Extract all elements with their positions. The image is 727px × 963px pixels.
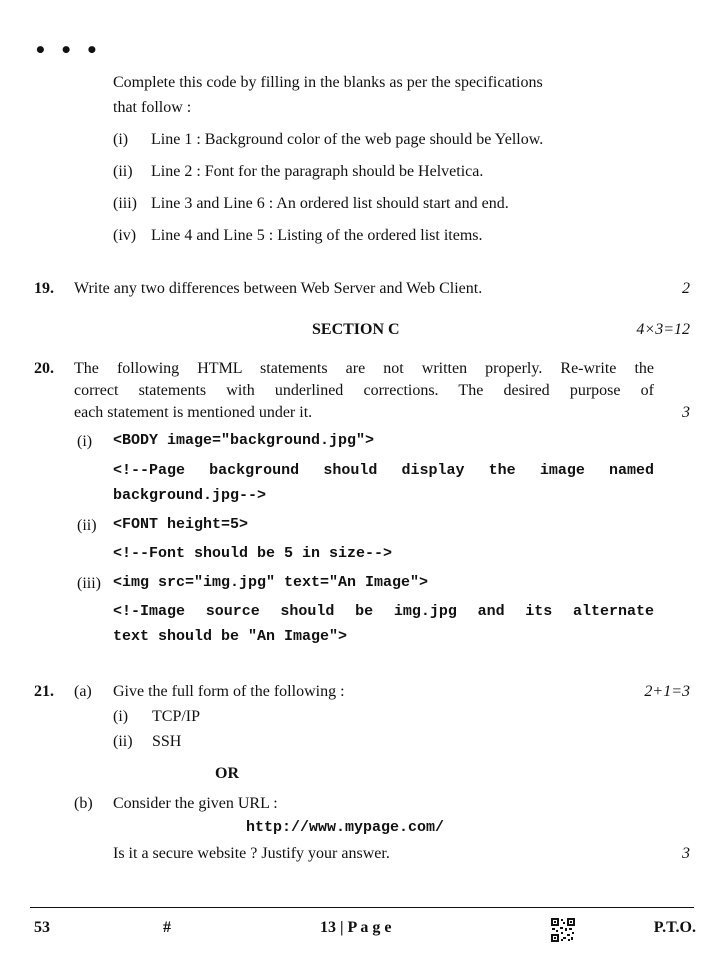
footer-page-number: 13 | P a g e: [320, 919, 392, 936]
q18-item-label: (i): [113, 131, 129, 148]
q21-or: OR: [215, 765, 239, 782]
q20-part-label: (iii): [77, 575, 101, 592]
q18-item-text: Line 1 : Background color of the web page should be Yellow.: [151, 131, 544, 148]
q21-b-text: Consider the given URL :: [113, 795, 278, 812]
q20-part-label: (ii): [77, 517, 97, 534]
q20-line2: correct statements with underlined corrections. The desired purpose of: [74, 382, 654, 399]
q19-number: 19.: [34, 280, 54, 297]
q18-item-label: (iv): [113, 227, 137, 244]
q18-item-text: Line 3 and Line 6 : An ordered list should start and end.: [151, 195, 509, 212]
q18-item-label: (ii): [113, 163, 133, 180]
q18-item-text: Line 2 : Font for the paragraph should be Helvetica.: [151, 163, 484, 180]
q18-intro-line1: Complete this code by filling in the blanks as per the specifications: [113, 74, 543, 91]
q20-part-comment: <!--Page background should display the image named: [113, 462, 654, 479]
q20-part-comment: background.jpg-->: [113, 487, 267, 504]
q21-b-marks: 3: [682, 845, 690, 862]
q21-b-url: http://www.mypage.com/: [246, 819, 445, 836]
ellipsis-marker: • • •: [34, 38, 102, 62]
section-c-title: SECTION C: [312, 321, 400, 338]
q21-item-text: SSH: [152, 733, 182, 750]
q20-number: 20.: [34, 360, 54, 377]
q20-line1: The following HTML statements are not written properly. Re-write the: [74, 360, 654, 377]
q20-part-label: (i): [77, 433, 93, 450]
footer-pto: P.T.O.: [653, 919, 696, 936]
q21-number: 21.: [34, 683, 54, 700]
q20-part-comment: <!--Font should be 5 in size-->: [113, 545, 393, 562]
q20-part-code: <BODY image="background.jpg">: [113, 432, 375, 449]
qr-code-icon: [551, 918, 575, 942]
q21-a-label: (a): [74, 683, 92, 700]
footer-divider: [30, 907, 694, 908]
q21-b-label: (b): [74, 795, 93, 812]
q19-text: Write any two differences between Web Server and Web Client.: [74, 280, 483, 297]
footer-hash: #: [163, 919, 171, 936]
q18-item-text: Line 4 and Line 5 : Listing of the ordered list items.: [151, 227, 483, 244]
q21-item-label: (ii): [113, 733, 133, 750]
footer-code: 53: [34, 919, 50, 936]
q20-part-code: <FONT height=5>: [113, 516, 249, 533]
q20-part-code: <img src="img.jpg" text="An Image">: [113, 574, 429, 591]
q21-item-label: (i): [113, 708, 129, 725]
q20-line3: each statement is mentioned under it.: [74, 404, 313, 421]
q21-a-text: Give the full form of the following :: [113, 683, 345, 700]
q21-b-question: Is it a secure website ? Justify your answer.: [113, 845, 390, 862]
q20-marks: 3: [682, 404, 690, 421]
section-c-marks: 4×3=12: [636, 321, 690, 338]
q21-item-text: TCP/IP: [152, 708, 201, 725]
q21-a-marks: 2+1=3: [644, 683, 690, 700]
q20-part-comment: text should be "An Image">: [113, 628, 348, 645]
q19-marks: 2: [682, 280, 690, 297]
q18-item-label: (iii): [113, 195, 137, 212]
q18-intro-line2: that follow :: [113, 99, 192, 116]
q20-part-comment: <!-Image source should be img.jpg and its alternate: [113, 603, 654, 620]
